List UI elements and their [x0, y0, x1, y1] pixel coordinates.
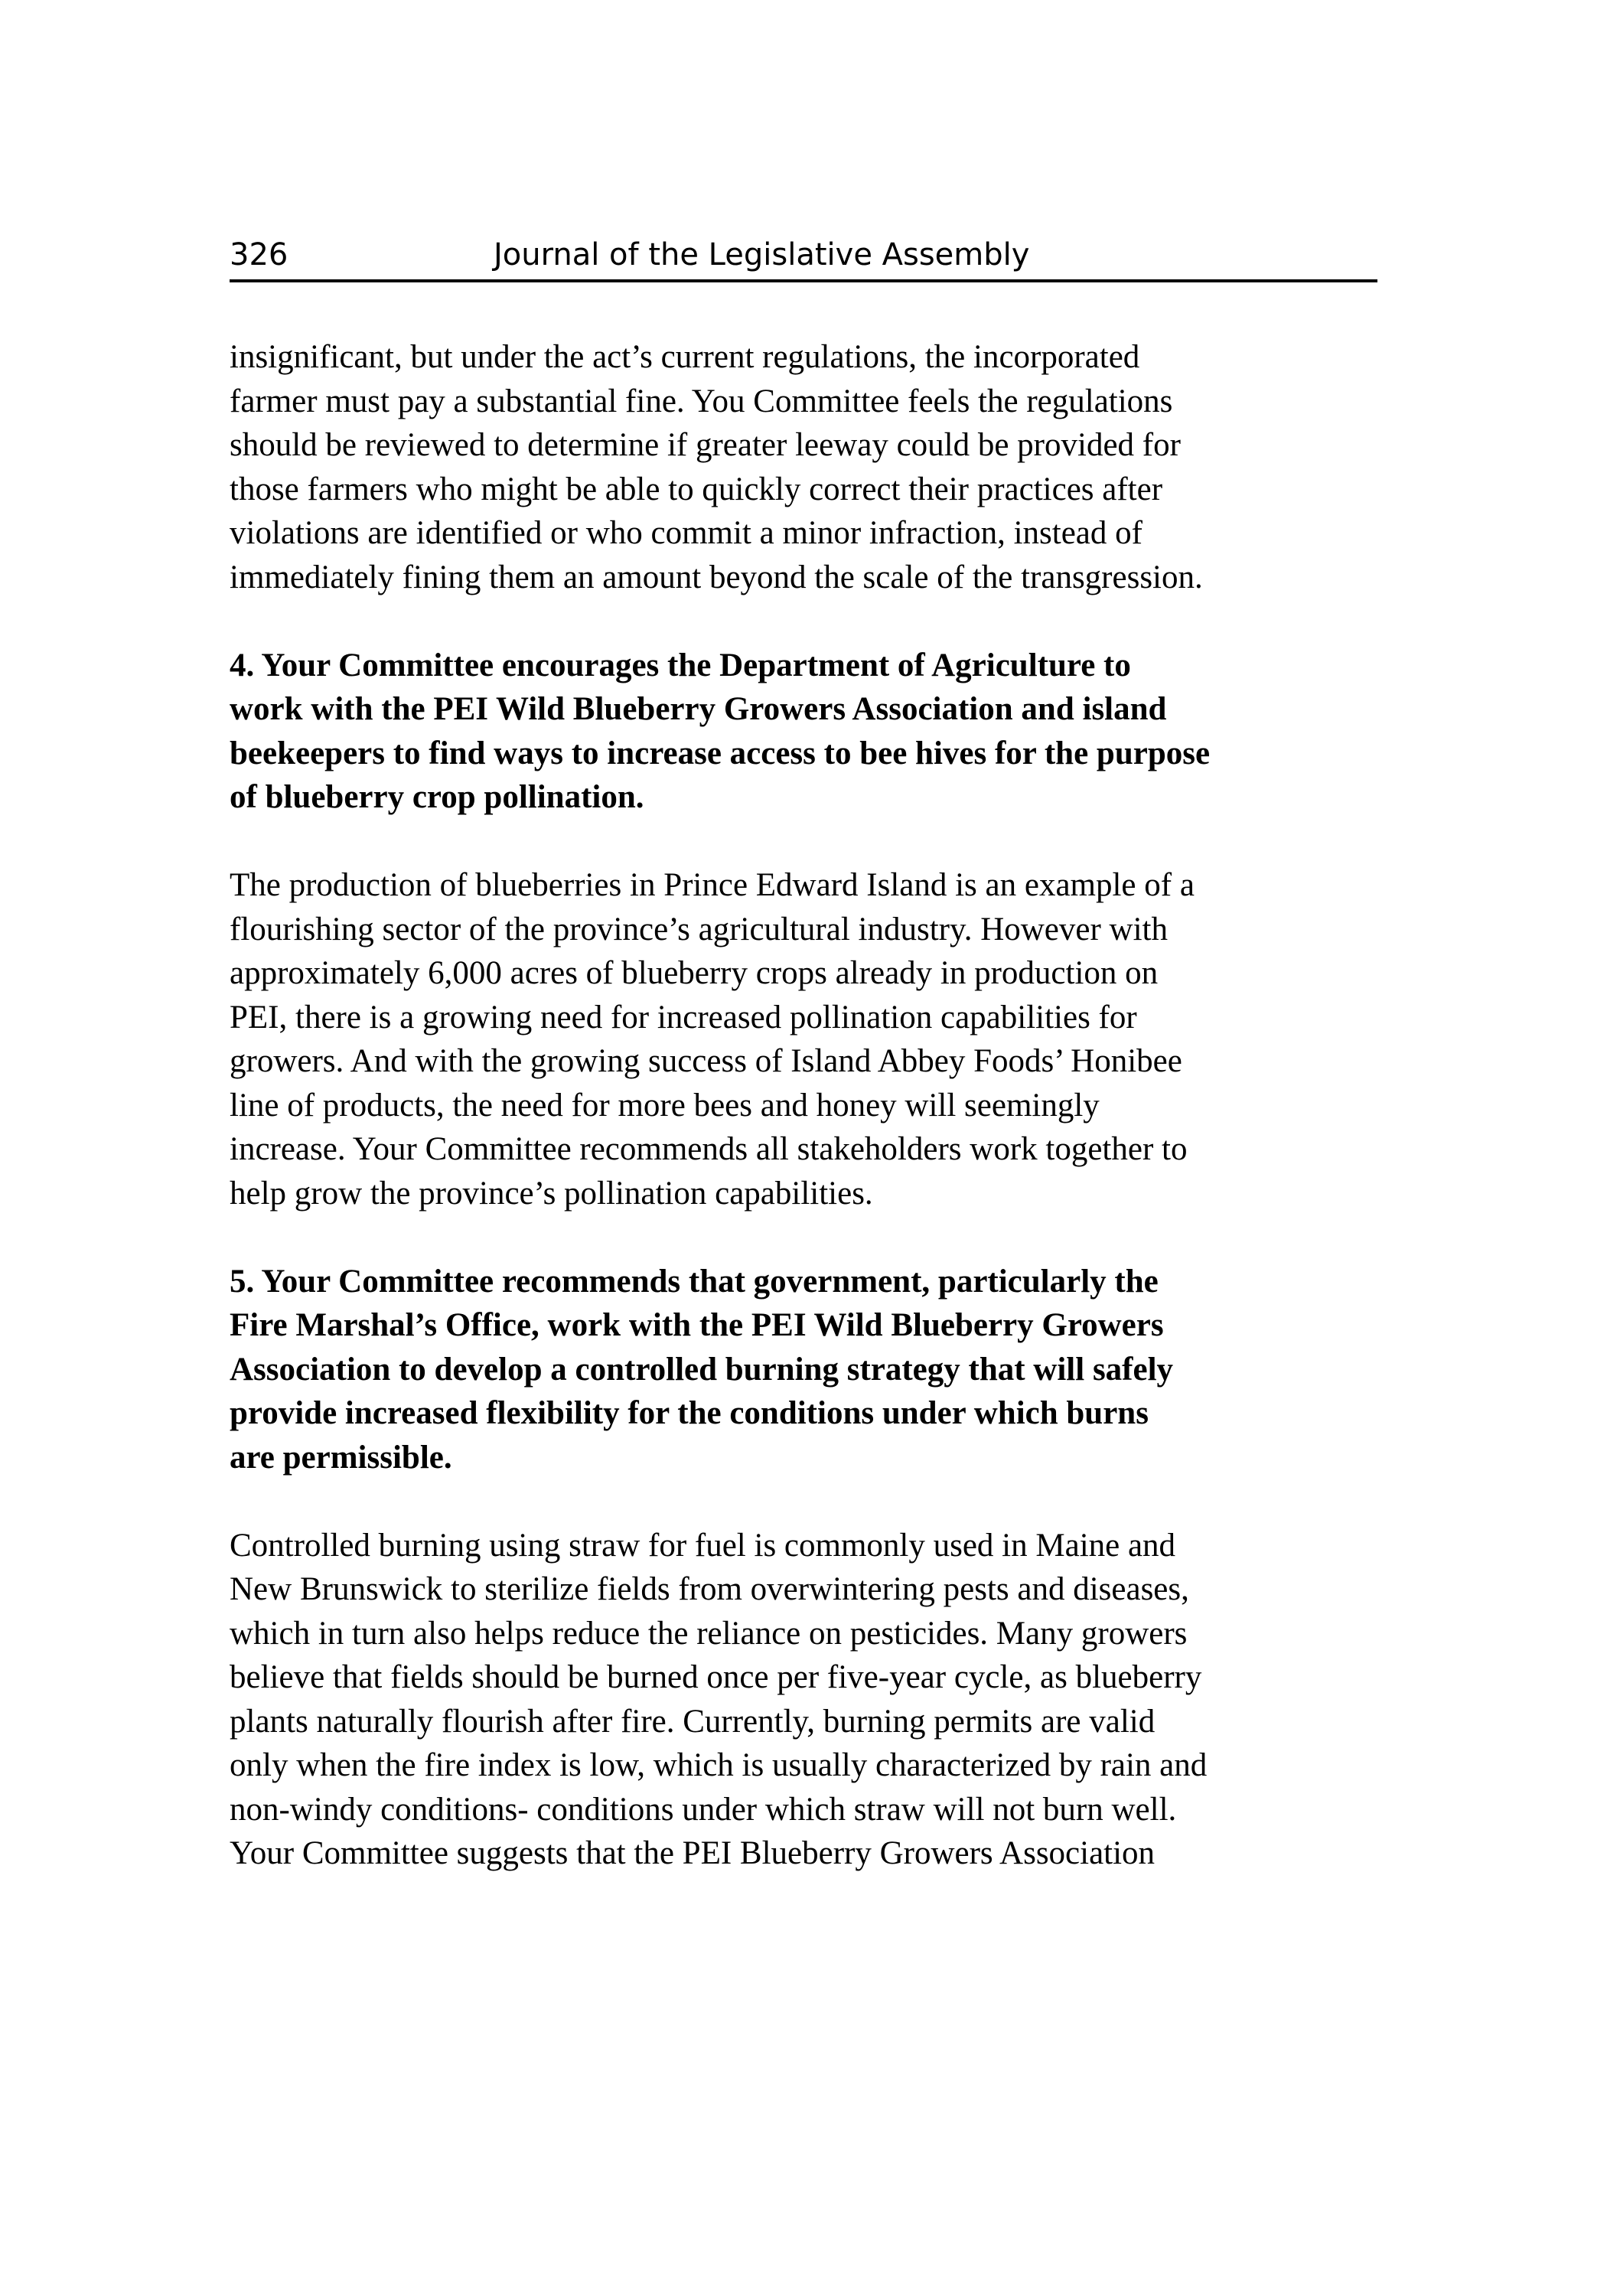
text-line: non-windy conditions- conditions under which straw will not burn well.: [230, 1791, 1177, 1828]
body-paragraph: [230, 1524, 1377, 1876]
text-line: Fire Marshal’s Office, work with the PEI Wild Blueberry Growers: [230, 1307, 1164, 1343]
text-line: work with the PEI Wild Blueberry Growers Association and island: [230, 691, 1167, 727]
text-line: Your Committee suggests that the PEI Blueberry Growers Association: [230, 1835, 1156, 1871]
body-paragraph: [230, 863, 1377, 1215]
text-line: help grow the province’s pollination capabilities.: [230, 1175, 873, 1212]
journal-title: Journal of the Legislative Assembly: [494, 237, 1030, 272]
text-line: line of products, the need for more bees and honey will seemingly: [230, 1087, 1100, 1124]
text-line: are permissible.: [230, 1439, 452, 1476]
text-line: 4. Your Committee encourages the Department of Agriculture to: [230, 647, 1131, 683]
text-line: which in turn also helps reduce the reliance on pesticides. Many growers: [230, 1615, 1188, 1652]
text-line: only when the fire index is low, which is usually characterized by rain and: [230, 1747, 1208, 1783]
text-line: flourishing sector of the province’s agricultural industry. However with: [230, 911, 1168, 947]
text-line: The production of blueberries in Prince Edward Island is an example of a: [230, 867, 1195, 903]
text-line: 5. Your Committee recommends that government, particularly the: [230, 1263, 1159, 1300]
text-line: plants naturally flourish after fire. Currently, burning permits are valid: [230, 1703, 1156, 1740]
running-header: [230, 233, 1377, 282]
text-line: of blueberry crop pollination.: [230, 779, 644, 815]
text-line: farmer must pay a substantial fine. You Committee feels the regulations: [230, 383, 1173, 419]
text-line: provide increased flexibility for the conditions under which burns: [230, 1395, 1149, 1431]
text-line: violations are identified or who commit a minor infraction, instead of: [230, 515, 1143, 551]
text-line: Association to develop a controlled burning strategy that will safely: [230, 1351, 1174, 1388]
text-line: believe that fields should be burned once per five-year cycle, as blueberry: [230, 1659, 1202, 1695]
recommendation-heading: [230, 1260, 1377, 1480]
text-line: approximately 6,000 acres of blueberry crops already in production on: [230, 955, 1159, 991]
text-line: should be reviewed to determine if greater leeway could be provided for: [230, 427, 1181, 463]
recommendation-heading: [230, 644, 1377, 820]
text-line: beekeepers to find ways to increase access to bee hives for the purpose: [230, 735, 1211, 771]
text-line: insignificant, but under the act’s current regulations, the incorporated: [230, 339, 1140, 375]
page-body: [230, 335, 1377, 1919]
text-line: PEI, there is a growing need for increased pollination capabilities for: [230, 999, 1137, 1035]
page-number: 326: [230, 237, 288, 272]
text-line: Controlled burning using straw for fuel is commonly used in Maine and: [230, 1527, 1176, 1564]
text-line: those farmers who might be able to quickly correct their practices after: [230, 471, 1163, 507]
text-line: growers. And with the growing success of Island Abbey Foods’ Honibee: [230, 1043, 1182, 1079]
text-line: immediately fining them an amount beyond the scale of the transgression.: [230, 559, 1203, 595]
text-line: increase. Your Committee recommends all stakeholders work together to: [230, 1131, 1188, 1167]
body-paragraph: [230, 335, 1377, 599]
text-line: New Brunswick to sterilize fields from overwintering pests and diseases,: [230, 1571, 1189, 1607]
